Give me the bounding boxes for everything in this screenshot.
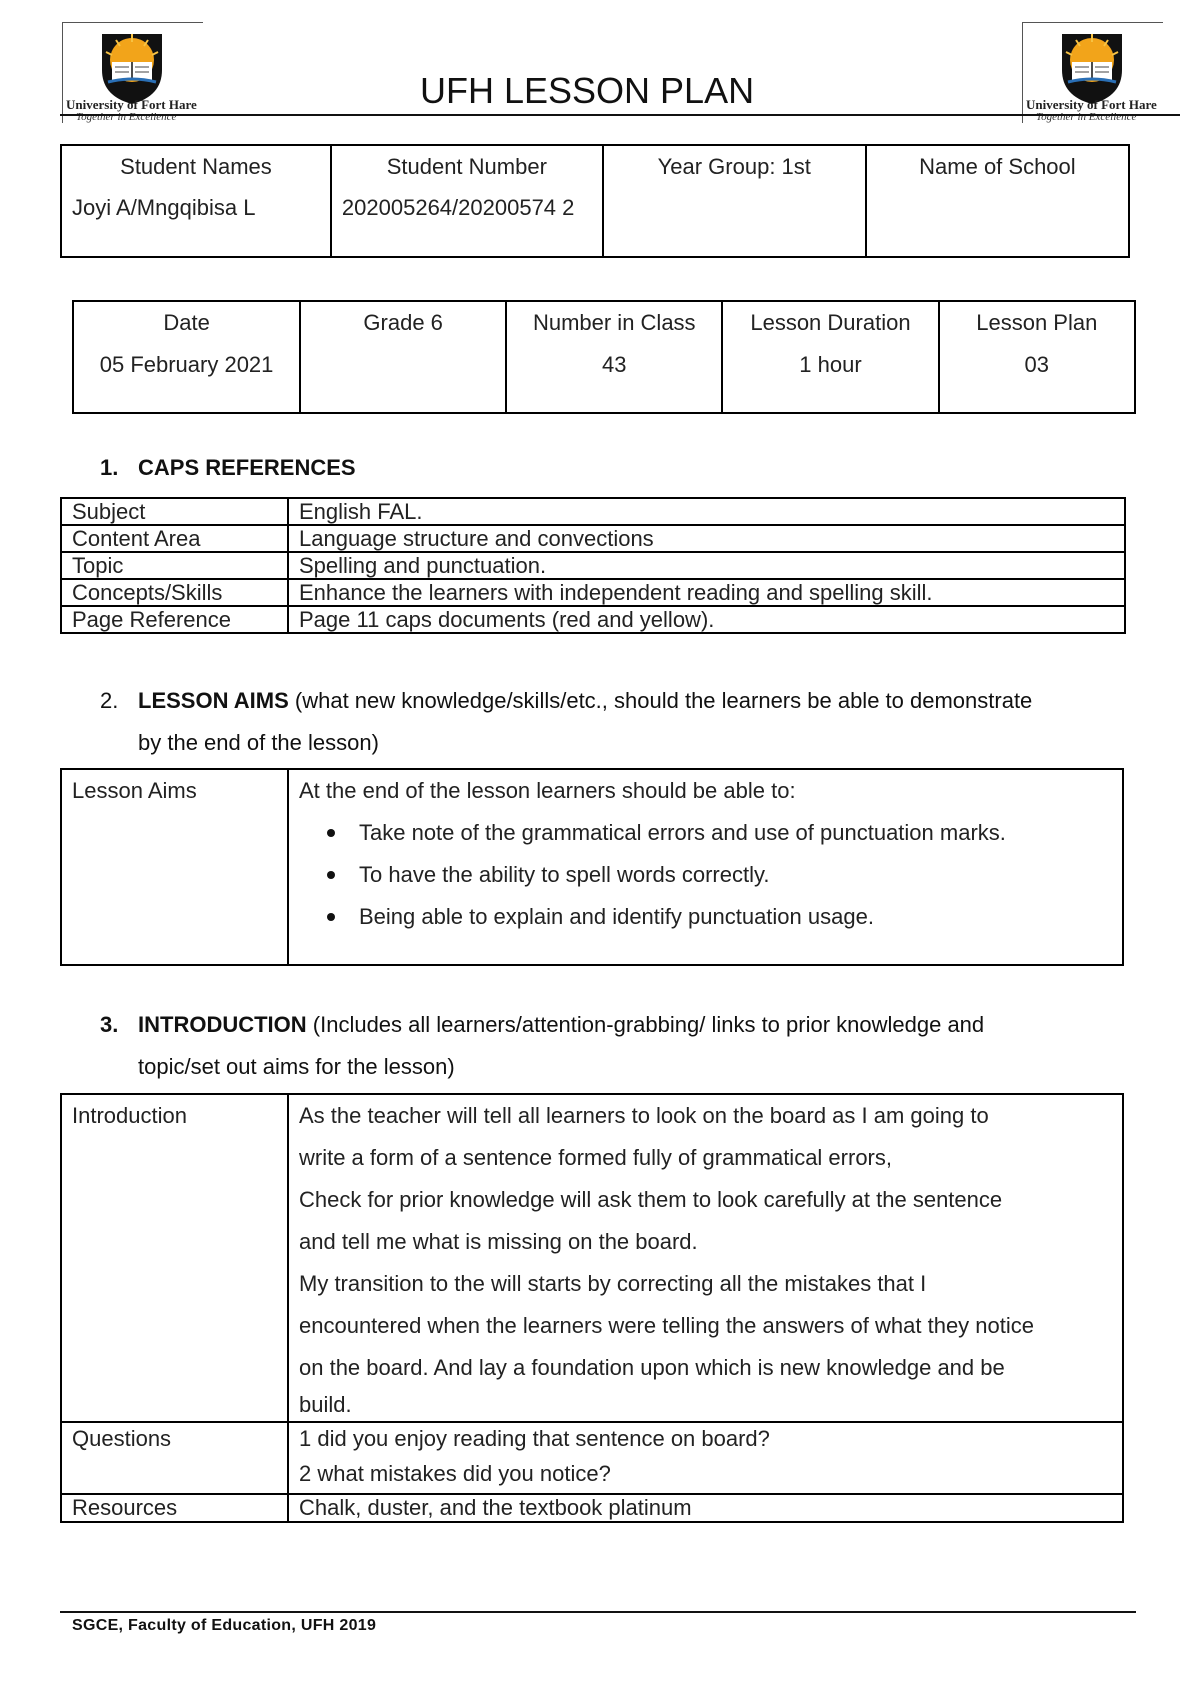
section-title: INTRODUCTION bbox=[138, 1012, 307, 1037]
title-divider bbox=[60, 114, 1180, 116]
school-name-header: Name of School bbox=[919, 154, 1076, 179]
lesson-aims-label: Lesson Aims bbox=[61, 769, 288, 965]
section-number: 2. bbox=[100, 688, 119, 713]
lesson-aims-intro: At the end of the lesson learners should be able to: bbox=[299, 778, 796, 803]
university-name: University of Fort Hare bbox=[1026, 97, 1157, 112]
section-caps-heading bbox=[100, 447, 356, 489]
row-label: Concepts/Skills bbox=[61, 579, 288, 606]
resources-value: Chalk, duster, and the textbook platinum bbox=[288, 1494, 1123, 1522]
student-names-cell bbox=[61, 145, 331, 257]
section-description-cont: topic/set out aims for the lesson) bbox=[138, 1054, 455, 1079]
row-label: Content Area bbox=[61, 525, 288, 552]
ufh-crest-icon bbox=[98, 30, 166, 106]
introduction-content bbox=[288, 1094, 1123, 1422]
date-header: Date bbox=[163, 310, 210, 335]
lesson-info-table bbox=[72, 300, 1136, 414]
footer-text: SGCE, Faculty of Education, UFH 2019 bbox=[72, 1617, 377, 1634]
lesson-aims-table bbox=[60, 768, 1124, 966]
introduction-label: Introduction bbox=[61, 1094, 288, 1422]
caps-references-table bbox=[60, 497, 1126, 634]
list-item: Being able to explain and identify punctuation usage. bbox=[359, 896, 1112, 938]
section-title: LESSON AIMS bbox=[138, 688, 289, 713]
questions-label: Questions bbox=[61, 1422, 288, 1494]
section-description: (Includes all learners/attention-grabbing/ links to prior knowledge and bbox=[306, 1012, 985, 1037]
section-title: CAPS REFERENCES bbox=[138, 455, 356, 480]
section-description: (what new knowledge/skills/etc., should the learners be able to demonstrate bbox=[288, 688, 1033, 713]
duration-cell bbox=[722, 301, 938, 413]
row-value: Page 11 caps documents (red and yellow). bbox=[288, 606, 1125, 633]
section-description-cont: by the end of the lesson) bbox=[138, 730, 379, 755]
resources-label: Resources bbox=[61, 1494, 288, 1522]
date-cell bbox=[73, 301, 300, 413]
duration-value: 1 hour bbox=[799, 352, 862, 377]
student-names-header: Student Names bbox=[120, 154, 272, 179]
table-row bbox=[61, 1494, 1123, 1522]
text-line: Check for prior knowledge will ask them to look carefully at the sentence bbox=[299, 1187, 1003, 1212]
grade-cell bbox=[300, 301, 506, 413]
page-title: UFH LESSON PLAN bbox=[420, 70, 755, 111]
row-value: Language structure and convections bbox=[288, 525, 1125, 552]
row-value: Enhance the learners with independent reading and spelling skill. bbox=[288, 579, 1125, 606]
text-line: and tell me what is missing on the board. bbox=[299, 1229, 698, 1254]
university-tagline: Together in Excellence bbox=[1036, 111, 1137, 123]
text-line: build. bbox=[299, 1392, 352, 1417]
row-value: Spelling and punctuation. bbox=[288, 552, 1125, 579]
footer-divider bbox=[60, 1611, 1136, 1613]
table-row bbox=[61, 552, 1125, 579]
section-introduction-heading bbox=[100, 1004, 1160, 1088]
row-value: English FAL. bbox=[288, 498, 1125, 525]
question-line: 1 did you enjoy reading that sentence on board? bbox=[299, 1426, 770, 1451]
ufh-crest-icon bbox=[1058, 30, 1126, 106]
student-names-value: Joyi A/Mngqibisa L bbox=[72, 195, 256, 220]
list-item: Take note of the grammatical errors and use of punctuation marks. bbox=[359, 812, 1112, 854]
university-tagline: Together in Excellence bbox=[76, 111, 177, 123]
table-row bbox=[61, 1422, 1123, 1494]
lesson-plan-cell bbox=[939, 301, 1135, 413]
class-size-cell bbox=[506, 301, 722, 413]
lesson-plan-header: Lesson Plan bbox=[976, 310, 1098, 335]
table-row bbox=[61, 606, 1125, 633]
row-label: Page Reference bbox=[61, 606, 288, 633]
row-label: Subject bbox=[61, 498, 288, 525]
list-item: To have the ability to spell words correctly. bbox=[359, 854, 1112, 896]
class-size-value: 43 bbox=[602, 352, 627, 377]
table-row bbox=[61, 1094, 1123, 1422]
introduction-table bbox=[60, 1093, 1124, 1523]
student-info-table bbox=[60, 144, 1130, 258]
student-number-cell bbox=[331, 145, 603, 257]
student-number-header: Student Number bbox=[386, 154, 547, 179]
grade-header: Grade 6 bbox=[363, 310, 443, 335]
year-group-cell bbox=[603, 145, 866, 257]
text-line: As the teacher will tell all learners to look on the board as I am going to bbox=[299, 1103, 989, 1128]
university-name: University of Fort Hare bbox=[66, 97, 197, 112]
row-label: Topic bbox=[61, 552, 288, 579]
table-row bbox=[61, 498, 1125, 525]
text-line: write a form of a sentence formed fully of grammatical errors, bbox=[299, 1145, 892, 1170]
questions-content bbox=[288, 1422, 1123, 1494]
text-line: My transition to the will starts by correcting all the mistakes that I bbox=[299, 1271, 927, 1296]
table-row bbox=[61, 579, 1125, 606]
table-row bbox=[61, 525, 1125, 552]
section-number: 3. bbox=[100, 1012, 119, 1037]
lesson-plan-value: 03 bbox=[1024, 352, 1050, 377]
lesson-aims-list bbox=[299, 812, 1112, 938]
section-number: 1. bbox=[100, 455, 119, 480]
class-size-header: Number in Class bbox=[532, 310, 696, 335]
year-group-header: Year Group: 1st bbox=[657, 154, 811, 179]
school-name-cell bbox=[866, 145, 1129, 257]
question-line: 2 what mistakes did you notice? bbox=[299, 1461, 611, 1486]
student-number-value: 202005264/20200574 2 bbox=[341, 195, 575, 220]
text-line: on the board. And lay a foundation upon which is new knowledge and be bbox=[299, 1355, 1005, 1380]
duration-header: Lesson Duration bbox=[750, 310, 911, 335]
date-value: 05 February 2021 bbox=[99, 352, 274, 377]
text-line: encountered when the learners were telling the answers of what they notice bbox=[299, 1313, 1034, 1338]
lesson-aims-content bbox=[288, 769, 1123, 965]
section-aims-heading bbox=[100, 680, 1160, 764]
